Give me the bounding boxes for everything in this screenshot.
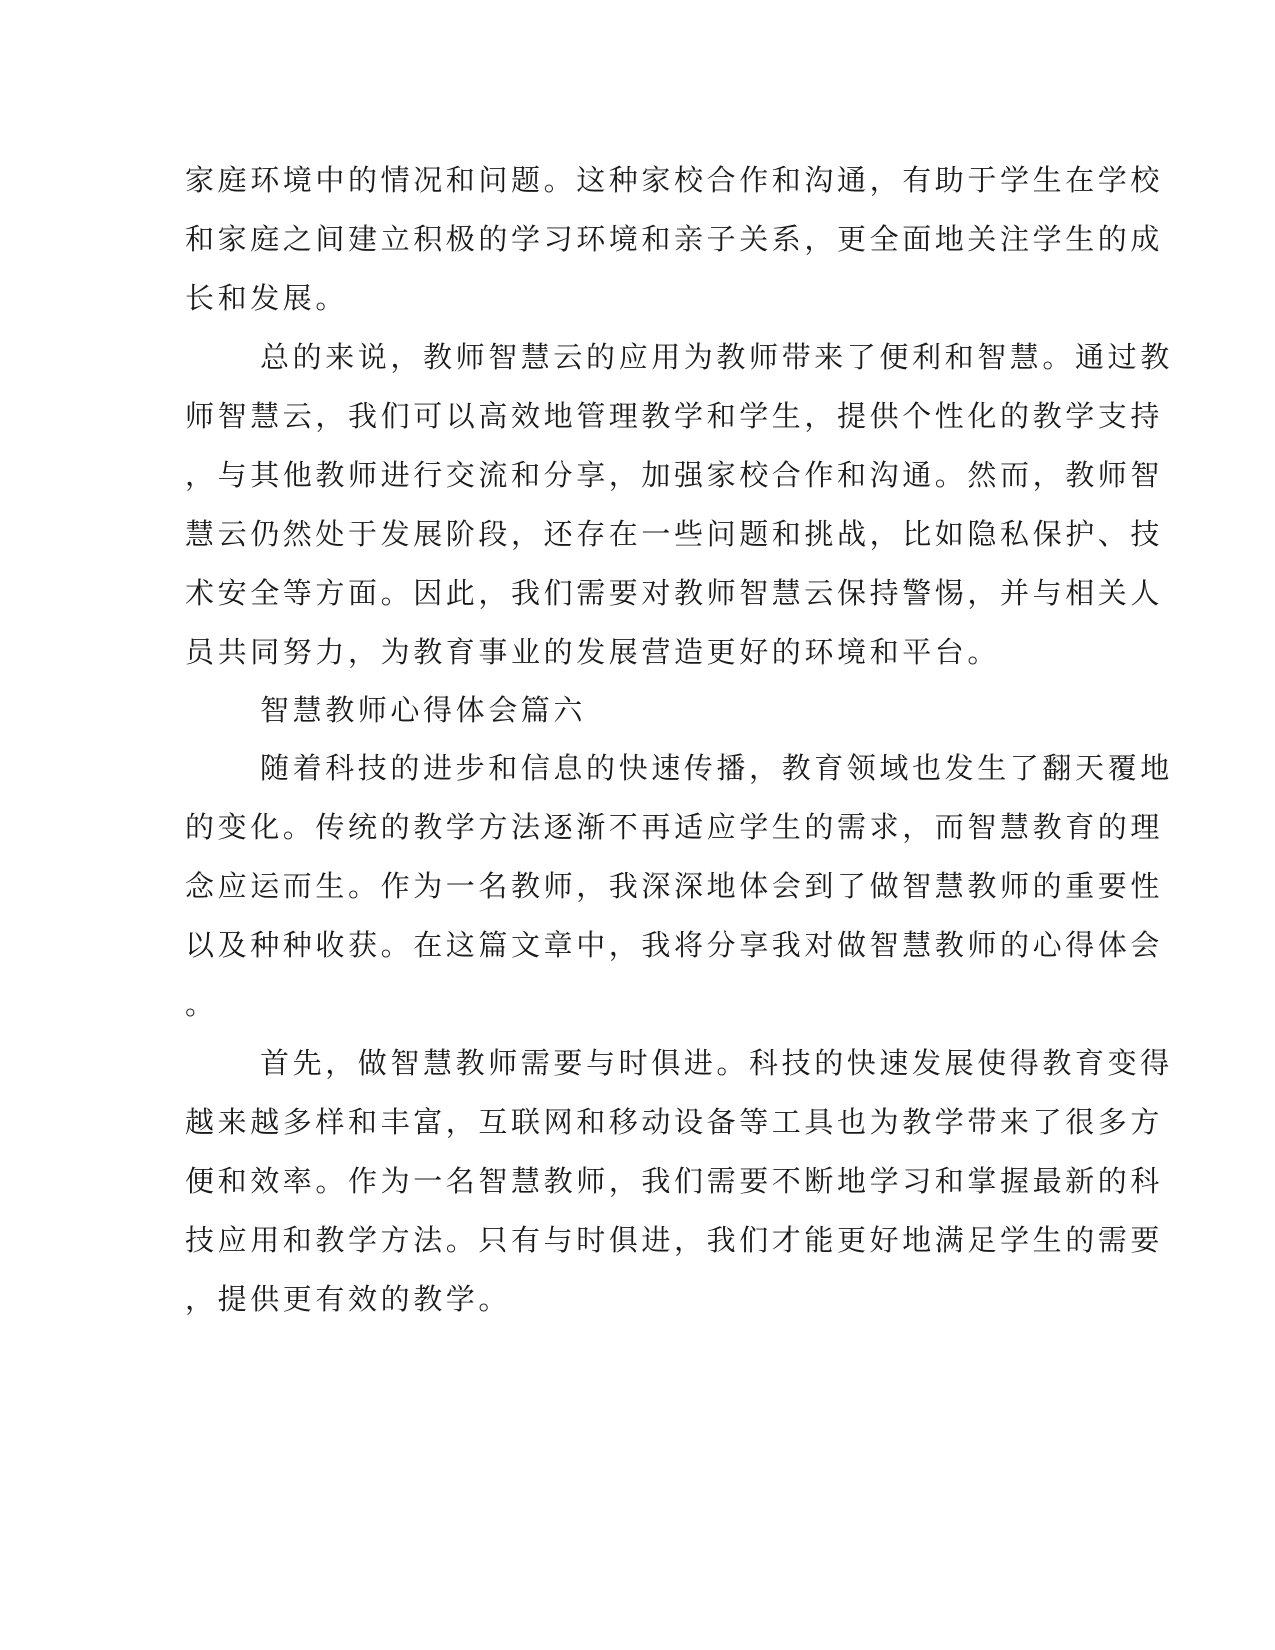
text-line: 慧云仍然处于发展阶段，还存在一些问题和挑战，比如隐私保护、技 [185, 517, 1164, 551]
text-line: ，与其他教师进行交流和分享，加强家校合作和沟通。然而，教师智 [185, 458, 1164, 492]
text-line: 便和效率。作为一名智慧教师，我们需要不断地学习和掌握最新的科 [185, 1164, 1164, 1198]
text-line: 家庭环境中的情况和问题。这种家校合作和沟通，有助于学生在学校 [185, 163, 1164, 197]
text-line: 员共同努力，为教育事业的发展营造更好的环境和平台。 [185, 635, 1001, 669]
section-heading: 智慧教师心得体会篇六 [260, 693, 587, 727]
text-line: 长和发展。 [185, 281, 349, 315]
text-line: 的变化。传统的教学方法逐渐不再适应学生的需求，而智慧教育的理 [185, 810, 1164, 844]
text-line: 师智慧云，我们可以高效地管理教学和学生，提供个性化的教学支持 [185, 399, 1164, 433]
text-line: ，提供更有效的教学。 [185, 1282, 512, 1316]
paragraph-start: 总的来说，教师智慧云的应用为教师带来了便利和智慧。通过教 [260, 340, 1173, 374]
text-line: 以及种种收获。在这篇文章中，我将分享我对做智慧教师的心得体会 [185, 928, 1164, 962]
text-line: 。 [185, 987, 218, 1021]
text-line: 技应用和教学方法。只有与时俱进，我们才能更好地满足学生的需要 [185, 1223, 1164, 1257]
text-line: 和家庭之间建立积极的学习环境和亲子关系，更全面地关注学生的成 [185, 222, 1164, 256]
text-line: 越来越多样和丰富，互联网和移动设备等工具也为教学带来了很多方 [185, 1105, 1164, 1139]
text-line: 术安全等方面。因此，我们需要对教师智慧云保持警惕，并与相关人 [185, 576, 1164, 610]
paragraph-start: 随着科技的进步和信息的快速传播，教育领域也发生了翻天覆地 [260, 751, 1173, 785]
text-line: 念应运而生。作为一名教师，我深深地体会到了做智慧教师的重要性 [185, 869, 1164, 903]
paragraph-start: 首先，做智慧教师需要与时俱进。科技的快速发展使得教育变得 [260, 1046, 1173, 1080]
